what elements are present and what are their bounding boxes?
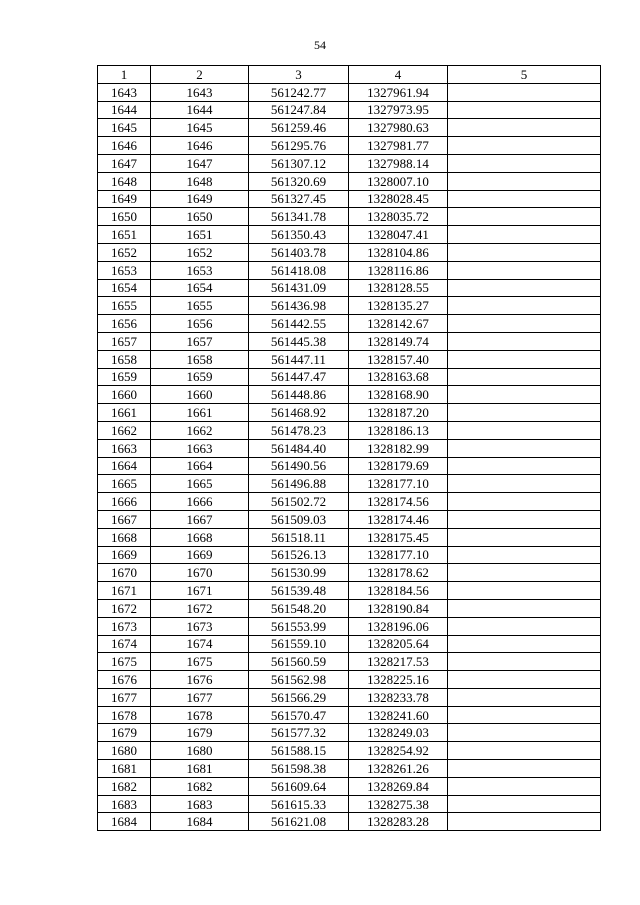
table-row	[98, 653, 601, 671]
cell-point-id: 1668	[151, 528, 249, 546]
cell-point-id: 1683	[151, 795, 249, 813]
table-row	[98, 795, 601, 813]
cell-note	[448, 154, 601, 172]
cell-point-number: 1651	[98, 226, 151, 244]
cell-x-coordinate: 561577.32	[249, 724, 349, 742]
cell-point-number: 1681	[98, 760, 151, 778]
cell-note	[448, 386, 601, 404]
cell-point-id: 1645	[151, 119, 249, 137]
cell-point-number: 1665	[98, 475, 151, 493]
cell-y-coordinate: 1328128.55	[349, 279, 448, 297]
cell-y-coordinate: 1328028.45	[349, 190, 448, 208]
cell-note	[448, 101, 601, 119]
cell-x-coordinate: 561559.10	[249, 635, 349, 653]
cell-point-number: 1653	[98, 261, 151, 279]
cell-point-id: 1650	[151, 208, 249, 226]
cell-note	[448, 742, 601, 760]
cell-y-coordinate: 1328047.41	[349, 226, 448, 244]
cell-y-coordinate: 1328149.74	[349, 332, 448, 350]
column-header-3: 3	[249, 66, 349, 84]
cell-y-coordinate: 1328168.90	[349, 386, 448, 404]
cell-point-number: 1658	[98, 350, 151, 368]
table-row	[98, 368, 601, 386]
cell-point-number: 1654	[98, 279, 151, 297]
cell-note	[448, 671, 601, 689]
cell-x-coordinate: 561490.56	[249, 457, 349, 475]
cell-point-id: 1674	[151, 635, 249, 653]
cell-y-coordinate: 1328283.28	[349, 813, 448, 831]
cell-note	[448, 528, 601, 546]
cell-y-coordinate: 1328174.46	[349, 510, 448, 528]
page-number: 54	[314, 38, 326, 52]
cell-point-number: 1666	[98, 493, 151, 511]
cell-x-coordinate: 561496.88	[249, 475, 349, 493]
cell-point-id: 1657	[151, 332, 249, 350]
cell-point-id: 1684	[151, 813, 249, 831]
cell-x-coordinate: 561436.98	[249, 297, 349, 315]
cell-y-coordinate: 1327961.94	[349, 83, 448, 101]
cell-note	[448, 350, 601, 368]
cell-note	[448, 564, 601, 582]
cell-point-number: 1655	[98, 297, 151, 315]
cell-y-coordinate: 1328177.10	[349, 475, 448, 493]
cell-note	[448, 546, 601, 564]
cell-y-coordinate: 1328035.72	[349, 208, 448, 226]
table-row	[98, 119, 601, 137]
cell-point-number: 1649	[98, 190, 151, 208]
cell-note	[448, 510, 601, 528]
cell-note	[448, 813, 601, 831]
cell-y-coordinate: 1328135.27	[349, 297, 448, 315]
cell-x-coordinate: 561431.09	[249, 279, 349, 297]
cell-x-coordinate: 561259.46	[249, 119, 349, 137]
cell-point-id: 1651	[151, 226, 249, 244]
table-row	[98, 243, 601, 261]
cell-x-coordinate: 561448.86	[249, 386, 349, 404]
cell-point-number: 1683	[98, 795, 151, 813]
cell-point-id: 1656	[151, 315, 249, 333]
cell-note	[448, 119, 601, 137]
cell-x-coordinate: 561553.99	[249, 617, 349, 635]
cell-point-id: 1675	[151, 653, 249, 671]
cell-point-number: 1669	[98, 546, 151, 564]
cell-point-id: 1646	[151, 137, 249, 155]
cell-point-id: 1661	[151, 404, 249, 422]
cell-point-number: 1645	[98, 119, 151, 137]
cell-x-coordinate: 561588.15	[249, 742, 349, 760]
cell-point-id: 1644	[151, 101, 249, 119]
table-body	[98, 83, 601, 830]
table-row	[98, 546, 601, 564]
cell-point-number: 1643	[98, 83, 151, 101]
cell-x-coordinate: 561518.11	[249, 528, 349, 546]
cell-y-coordinate: 1328163.68	[349, 368, 448, 386]
cell-note	[448, 368, 601, 386]
coordinates-table	[97, 65, 601, 831]
cell-point-number: 1675	[98, 653, 151, 671]
cell-point-number: 1663	[98, 439, 151, 457]
cell-y-coordinate: 1328174.56	[349, 493, 448, 511]
table-row	[98, 421, 601, 439]
cell-x-coordinate: 561598.38	[249, 760, 349, 778]
cell-x-coordinate: 561566.29	[249, 688, 349, 706]
cell-point-number: 1650	[98, 208, 151, 226]
table-row	[98, 635, 601, 653]
cell-note	[448, 706, 601, 724]
cell-x-coordinate: 561562.98	[249, 671, 349, 689]
cell-point-id: 1665	[151, 475, 249, 493]
cell-point-id: 1672	[151, 599, 249, 617]
cell-y-coordinate: 1328186.13	[349, 421, 448, 439]
column-header-5: 5	[448, 66, 601, 84]
cell-x-coordinate: 561526.13	[249, 546, 349, 564]
cell-x-coordinate: 561307.12	[249, 154, 349, 172]
cell-point-id: 1662	[151, 421, 249, 439]
cell-y-coordinate: 1328157.40	[349, 350, 448, 368]
table-row	[98, 688, 601, 706]
cell-note	[448, 261, 601, 279]
cell-point-id: 1671	[151, 582, 249, 600]
cell-y-coordinate: 1328184.56	[349, 582, 448, 600]
cell-note	[448, 315, 601, 333]
cell-note	[448, 617, 601, 635]
table-row	[98, 172, 601, 190]
cell-y-coordinate: 1328225.16	[349, 671, 448, 689]
cell-note	[448, 279, 601, 297]
cell-y-coordinate: 1328116.86	[349, 261, 448, 279]
cell-point-number: 1671	[98, 582, 151, 600]
cell-point-id: 1655	[151, 297, 249, 315]
cell-point-number: 1667	[98, 510, 151, 528]
cell-point-id: 1676	[151, 671, 249, 689]
cell-point-id: 1664	[151, 457, 249, 475]
cell-point-number: 1659	[98, 368, 151, 386]
cell-x-coordinate: 561530.99	[249, 564, 349, 582]
cell-point-id: 1647	[151, 154, 249, 172]
cell-y-coordinate: 1328187.20	[349, 404, 448, 422]
cell-x-coordinate: 561242.77	[249, 83, 349, 101]
cell-point-number: 1682	[98, 777, 151, 795]
cell-point-number: 1679	[98, 724, 151, 742]
cell-point-id: 1649	[151, 190, 249, 208]
table-row	[98, 582, 601, 600]
cell-x-coordinate: 561539.48	[249, 582, 349, 600]
cell-x-coordinate: 561509.03	[249, 510, 349, 528]
table-row	[98, 742, 601, 760]
cell-y-coordinate: 1328254.92	[349, 742, 448, 760]
table-header	[98, 66, 601, 84]
cell-point-id: 1654	[151, 279, 249, 297]
table-row	[98, 137, 601, 155]
table-row	[98, 350, 601, 368]
cell-note	[448, 332, 601, 350]
cell-point-id: 1652	[151, 243, 249, 261]
cell-x-coordinate: 561478.23	[249, 421, 349, 439]
table-row	[98, 671, 601, 689]
cell-note	[448, 297, 601, 315]
cell-y-coordinate: 1328196.06	[349, 617, 448, 635]
cell-x-coordinate: 561621.08	[249, 813, 349, 831]
cell-note	[448, 599, 601, 617]
cell-x-coordinate: 561609.64	[249, 777, 349, 795]
cell-point-number: 1678	[98, 706, 151, 724]
cell-note	[448, 653, 601, 671]
cell-point-number: 1664	[98, 457, 151, 475]
cell-x-coordinate: 561327.45	[249, 190, 349, 208]
cell-point-number: 1644	[98, 101, 151, 119]
cell-point-number: 1652	[98, 243, 151, 261]
cell-x-coordinate: 561350.43	[249, 226, 349, 244]
table-row	[98, 208, 601, 226]
cell-note	[448, 760, 601, 778]
cell-point-id: 1659	[151, 368, 249, 386]
cell-point-number: 1684	[98, 813, 151, 831]
cell-x-coordinate: 561447.11	[249, 350, 349, 368]
table-row	[98, 475, 601, 493]
cell-x-coordinate: 561484.40	[249, 439, 349, 457]
cell-x-coordinate: 561615.33	[249, 795, 349, 813]
cell-x-coordinate: 561320.69	[249, 172, 349, 190]
cell-note	[448, 172, 601, 190]
cell-x-coordinate: 561418.08	[249, 261, 349, 279]
cell-y-coordinate: 1328007.10	[349, 172, 448, 190]
cell-point-number: 1670	[98, 564, 151, 582]
cell-note	[448, 635, 601, 653]
table-row	[98, 813, 601, 831]
cell-x-coordinate: 561560.59	[249, 653, 349, 671]
cell-y-coordinate: 1328175.45	[349, 528, 448, 546]
table-row	[98, 706, 601, 724]
table-row	[98, 493, 601, 511]
table-row	[98, 154, 601, 172]
table-row	[98, 279, 601, 297]
cell-note	[448, 404, 601, 422]
table-row	[98, 315, 601, 333]
cell-point-number: 1660	[98, 386, 151, 404]
table-row	[98, 510, 601, 528]
cell-point-number: 1680	[98, 742, 151, 760]
table-row	[98, 760, 601, 778]
cell-point-id: 1670	[151, 564, 249, 582]
cell-y-coordinate: 1328249.03	[349, 724, 448, 742]
cell-point-number: 1676	[98, 671, 151, 689]
cell-point-number: 1668	[98, 528, 151, 546]
cell-y-coordinate: 1328142.67	[349, 315, 448, 333]
cell-x-coordinate: 561403.78	[249, 243, 349, 261]
cell-point-id: 1681	[151, 760, 249, 778]
cell-note	[448, 190, 601, 208]
table-row	[98, 724, 601, 742]
cell-point-id: 1667	[151, 510, 249, 528]
cell-point-number: 1647	[98, 154, 151, 172]
cell-note	[448, 226, 601, 244]
table-row	[98, 564, 601, 582]
cell-point-id: 1653	[151, 261, 249, 279]
cell-y-coordinate: 1328104.86	[349, 243, 448, 261]
table-row	[98, 599, 601, 617]
cell-note	[448, 421, 601, 439]
cell-note	[448, 137, 601, 155]
cell-y-coordinate: 1328233.78	[349, 688, 448, 706]
cell-point-id: 1679	[151, 724, 249, 742]
table-row	[98, 226, 601, 244]
table-row	[98, 261, 601, 279]
cell-y-coordinate: 1328261.26	[349, 760, 448, 778]
cell-x-coordinate: 561247.84	[249, 101, 349, 119]
cell-note	[448, 795, 601, 813]
column-header-1: 1	[98, 66, 151, 84]
cell-point-number: 1656	[98, 315, 151, 333]
table-row	[98, 386, 601, 404]
cell-y-coordinate: 1327981.77	[349, 137, 448, 155]
cell-point-number: 1672	[98, 599, 151, 617]
table-row	[98, 83, 601, 101]
cell-x-coordinate: 561548.20	[249, 599, 349, 617]
cell-x-coordinate: 561468.92	[249, 404, 349, 422]
cell-point-id: 1660	[151, 386, 249, 404]
cell-point-id: 1678	[151, 706, 249, 724]
cell-note	[448, 243, 601, 261]
table-row	[98, 404, 601, 422]
column-header-4: 4	[349, 66, 448, 84]
cell-point-id: 1666	[151, 493, 249, 511]
cell-note	[448, 777, 601, 795]
table-row	[98, 617, 601, 635]
cell-point-number: 1673	[98, 617, 151, 635]
cell-point-number: 1646	[98, 137, 151, 155]
cell-x-coordinate: 561341.78	[249, 208, 349, 226]
header-row	[98, 66, 601, 84]
cell-point-number: 1657	[98, 332, 151, 350]
cell-point-id: 1643	[151, 83, 249, 101]
cell-point-id: 1677	[151, 688, 249, 706]
cell-y-coordinate: 1328179.69	[349, 457, 448, 475]
table-row	[98, 528, 601, 546]
cell-point-number: 1677	[98, 688, 151, 706]
cell-point-id: 1669	[151, 546, 249, 564]
cell-point-number: 1661	[98, 404, 151, 422]
cell-x-coordinate: 561442.55	[249, 315, 349, 333]
cell-y-coordinate: 1327980.63	[349, 119, 448, 137]
cell-y-coordinate: 1328177.10	[349, 546, 448, 564]
cell-y-coordinate: 1328190.84	[349, 599, 448, 617]
cell-y-coordinate: 1327973.95	[349, 101, 448, 119]
cell-note	[448, 493, 601, 511]
table-row	[98, 439, 601, 457]
cell-point-id: 1648	[151, 172, 249, 190]
cell-x-coordinate: 561445.38	[249, 332, 349, 350]
cell-point-number: 1662	[98, 421, 151, 439]
table-row	[98, 777, 601, 795]
cell-note	[448, 688, 601, 706]
column-header-2: 2	[151, 66, 249, 84]
table-row	[98, 297, 601, 315]
cell-y-coordinate: 1328275.38	[349, 795, 448, 813]
table-row	[98, 101, 601, 119]
cell-x-coordinate: 561447.47	[249, 368, 349, 386]
table-row	[98, 332, 601, 350]
cell-y-coordinate: 1328241.60	[349, 706, 448, 724]
cell-note	[448, 475, 601, 493]
table-row	[98, 457, 601, 475]
cell-y-coordinate: 1328182.99	[349, 439, 448, 457]
cell-note	[448, 457, 601, 475]
cell-x-coordinate: 561295.76	[249, 137, 349, 155]
cell-y-coordinate: 1328269.84	[349, 777, 448, 795]
cell-y-coordinate: 1328217.53	[349, 653, 448, 671]
cell-x-coordinate: 561570.47	[249, 706, 349, 724]
cell-note	[448, 439, 601, 457]
cell-note	[448, 582, 601, 600]
cell-y-coordinate: 1328178.62	[349, 564, 448, 582]
cell-note	[448, 724, 601, 742]
cell-point-number: 1648	[98, 172, 151, 190]
cell-x-coordinate: 561502.72	[249, 493, 349, 511]
cell-note	[448, 208, 601, 226]
cell-point-id: 1682	[151, 777, 249, 795]
cell-y-coordinate: 1327988.14	[349, 154, 448, 172]
cell-point-number: 1674	[98, 635, 151, 653]
cell-y-coordinate: 1328205.64	[349, 635, 448, 653]
cell-point-id: 1658	[151, 350, 249, 368]
table-row	[98, 190, 601, 208]
cell-point-id: 1663	[151, 439, 249, 457]
cell-note	[448, 83, 601, 101]
cell-point-id: 1680	[151, 742, 249, 760]
cell-point-id: 1673	[151, 617, 249, 635]
